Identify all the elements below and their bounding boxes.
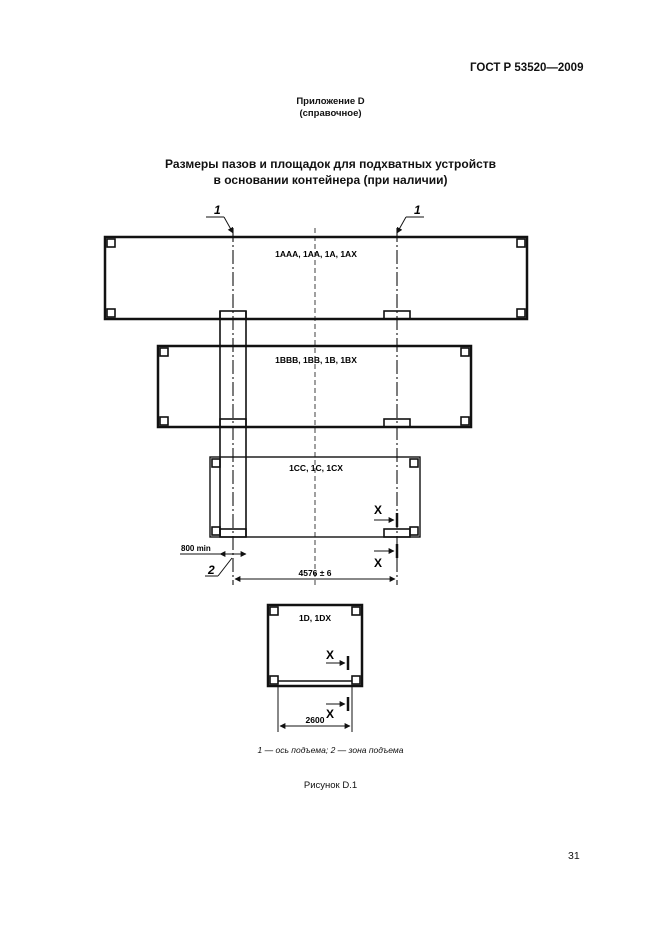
dimension-800-label: 800 min bbox=[181, 544, 211, 553]
figure-title-line-1: Размеры пазов и площадок для подхватных устройств bbox=[164, 157, 496, 171]
dimension-2600-label: 2600 bbox=[305, 715, 325, 725]
callout-2: 2 bbox=[208, 563, 215, 577]
section-x-1cc bbox=[374, 513, 397, 558]
section-x-1d bbox=[326, 656, 348, 711]
section-x-label-2: X bbox=[374, 556, 383, 570]
section-x-label-1: X bbox=[374, 503, 383, 517]
standard-number: ГОСТ Р 53520—2009 bbox=[470, 62, 584, 74]
dimension-4576-label: 4576 ± 6 bbox=[298, 568, 332, 578]
callout-1-right: 1 bbox=[414, 203, 421, 217]
figure-legend: 1 — ось подъема; 2 — зона подъема bbox=[257, 745, 404, 755]
page-number: 31 bbox=[568, 850, 580, 862]
callout-1-left: 1 bbox=[214, 203, 221, 217]
row-label-1cc: 1CC, 1C, 1CX bbox=[289, 463, 343, 473]
dimension-2600 bbox=[278, 686, 352, 732]
row-label-1bbb: 1BBB, 1BB, 1B, 1BX bbox=[275, 355, 357, 365]
annex-title: Приложение D bbox=[296, 96, 365, 107]
row-label-1aaa: 1AAA, 1AA, 1A, 1AX bbox=[275, 249, 357, 259]
row-label-1d: 1D, 1DX bbox=[298, 613, 332, 623]
annex-note: (справочное) bbox=[299, 108, 362, 119]
section-x-label-4: X bbox=[326, 707, 335, 721]
figure-title-line-2: в основании контейнера (при наличии) bbox=[213, 173, 448, 187]
figure-caption: Рисунок D.1 bbox=[303, 780, 358, 791]
section-x-label-3: X bbox=[326, 648, 335, 662]
